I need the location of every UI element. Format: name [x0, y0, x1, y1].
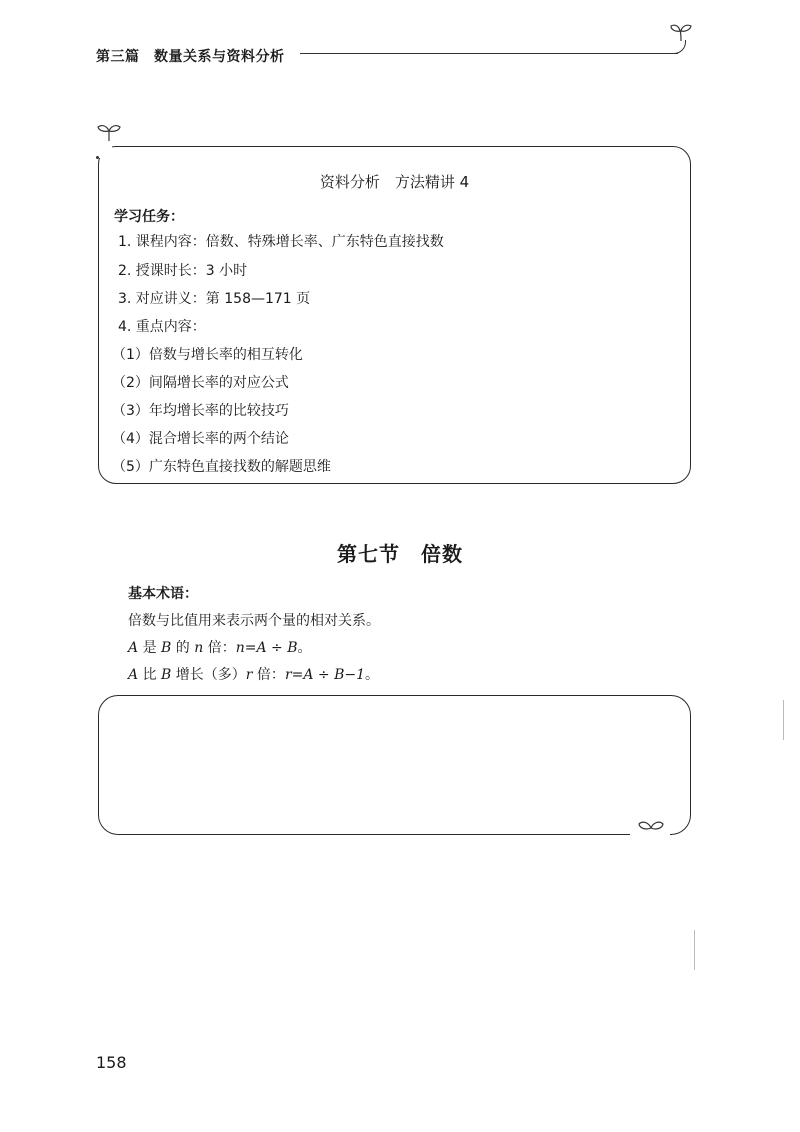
scan-mark — [783, 700, 784, 740]
formula-line-multiple: A 是 B 的 n 倍：n=A ÷ B。 — [128, 640, 312, 656]
task-box-heading: 资料分析 方法精讲 4 — [319, 173, 470, 191]
task-line-handout-pages: 3. 对应讲义：第 158—171 页 — [118, 291, 311, 307]
learning-task-label: 学习任务： — [114, 209, 184, 225]
sprout-icon — [636, 816, 666, 832]
definition-line: 倍数与比值用来表示两个量的相对关系。 — [128, 613, 380, 629]
key-point-item: （4）混合增长率的两个结论 — [112, 431, 289, 447]
key-point-item: （2）间隔增长率的对应公式 — [112, 375, 289, 391]
basic-terms-label: 基本术语： — [128, 586, 198, 602]
key-point-item: （3）年均增长率的比较技巧 — [112, 403, 289, 419]
task-line-course-content: 1. 课程内容：倍数、特殊增长率、广东特色直接找数 — [118, 234, 444, 250]
sprout-icon — [96, 122, 122, 142]
chapter-header: 第三篇 数量关系与资料分析 — [96, 49, 285, 65]
task-line-duration: 2. 授课时长：3 小时 — [118, 263, 248, 279]
box-corner-dot — [96, 156, 99, 159]
page-number: 158 — [96, 1053, 127, 1072]
key-point-item: （1）倍数与增长率的相互转化 — [112, 347, 303, 363]
task-line-key-points: 4. 重点内容： — [118, 319, 206, 335]
formula-line-growth-multiple: A 比 B 增长（多）r 倍：r=A ÷ B−1。 — [128, 667, 380, 683]
key-point-item: （5）广东特色直接找数的解题思维 — [112, 459, 331, 475]
notes-box — [98, 695, 691, 835]
header-rule — [300, 53, 678, 54]
section-title: 第七节 倍数 — [337, 542, 463, 566]
sprout-icon — [668, 22, 694, 42]
header-rule-curl — [671, 40, 686, 54]
scan-mark — [694, 930, 695, 970]
